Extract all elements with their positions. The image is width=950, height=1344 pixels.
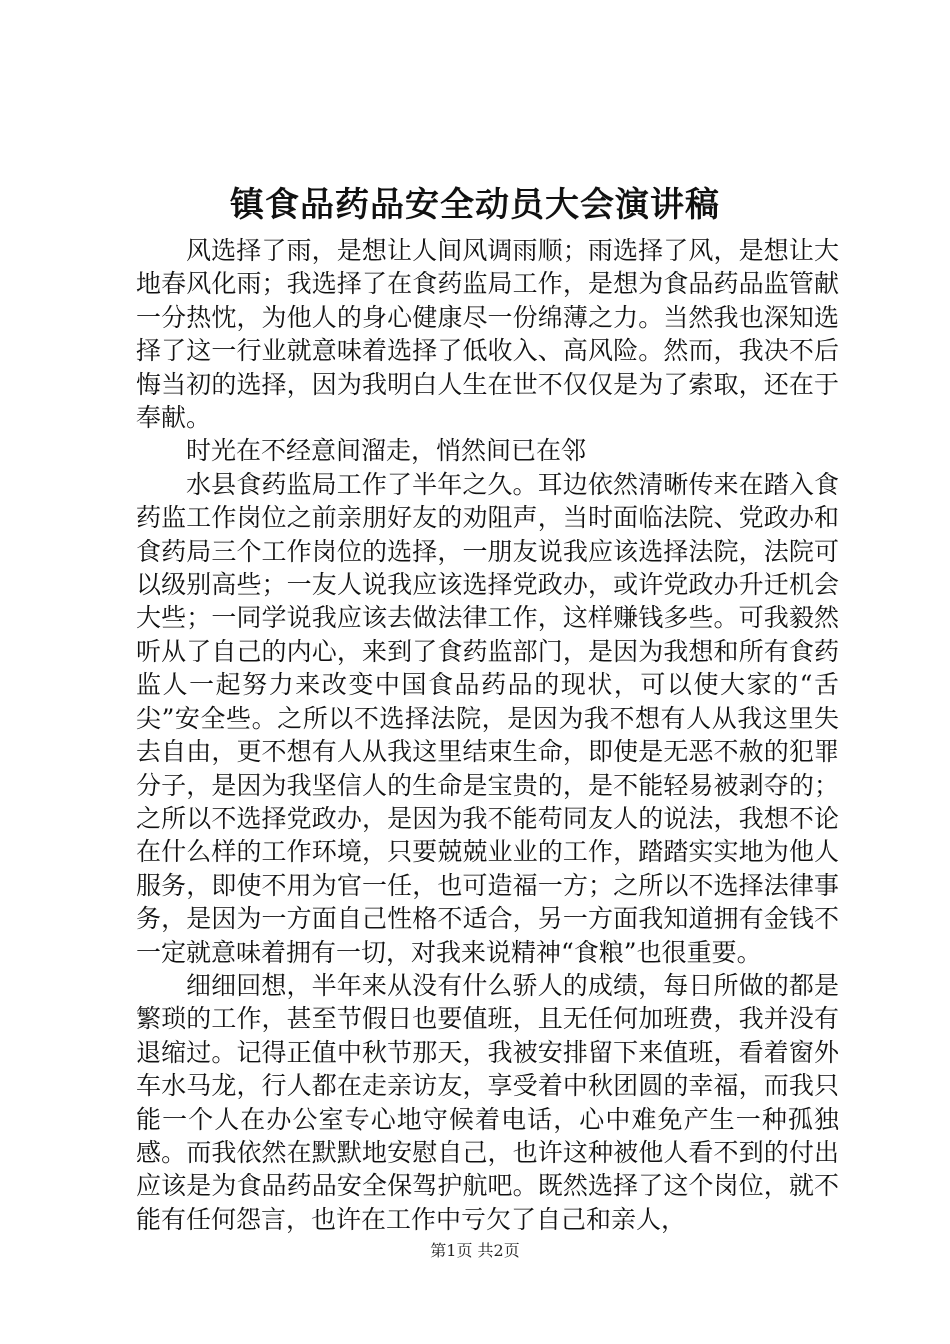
paragraph-4: 细细回想，半年来从没有什么骄人的成绩，每日所做的都是繁琐的工作，甚至节假日也要值班，且无任何加班费，我并没有退缩过。记得正值中秋节那天，我被安排留下来值班，看着窗外车水马龙，行人都在走亲访友，享受着中秋团圆的幸福，而我只能一个人在办公室专心地守候着电话，心中难免产生一种孤独感。而我依然在默默地安慰自己，也许这种被他人看不到的付出应该是为食品药品安全保驾护航吧。既然选择了这个岗位，就不能有任何怨言，也许在工作中亏欠了自己和亲人， [136,970,839,1234]
paragraph-1: 风选择了雨，是想让人间风调雨顺；雨选择了风，是想让大地春风化雨；我选择了在食药监局工作，是想为食品药品监管献一分热忱，为他人的身心健康尽一份绵薄之力。当然我也深知选择了这一行业就意味着选择了低收入、高风险。然而，我决不后悔当初的选择，因为我明白人生在世不仅仅是为了索取，还在于奉献。 [136,236,839,433]
document-title: 镇食品药品安全动员大会演讲稿 [230,185,720,225]
document-body [136,234,839,1236]
paragraph-3: 水县食药监局工作了半年之久。耳边依然清晰传来在踏入食药监工作岗位之前亲朋好友的劝阻声，当时面临法院、党政办和食药局三个工作岗位的选择，一朋友说我应该选择法院，法院可以级别高些；一友人说我应该选择党政办，或许党政办升迁机会大些；一同学说我应该去做法律工作，这样赚钱多些。可我毅然听从了自己的内心，来到了食药监部门，是因为我想和所有食药监人一起努力来改变中国食品药品的现状，可以使大家的“舌尖”安全些。之所以不选择法院，是因为我不想有人从我这里失去自由，更不想有人从我这里结束生命，即使是无恶不赦的犯罪分子，是因为我坚信人的生命是宝贵的，是不能轻易被剥夺的；之所以不选择党政办，是因为我不能苟同友人的说法，我想不论在什么样的工作环境，只要兢兢业业的工作，踏踏实实地为他人服务，即使不用为官一任，也可造福一方；之所以不选择法律事务，是因为一方面自己性格不适合，另一方面我知道拥有金钱不一定就意味着拥有一切，对我来说精神“食粮”也很重要。 [136,469,839,967]
paragraph-2: 时光在不经意间溜走，悄然间已在邻 [186,436,587,466]
page-footer: 第1页 共2页 [430,1241,520,1260]
